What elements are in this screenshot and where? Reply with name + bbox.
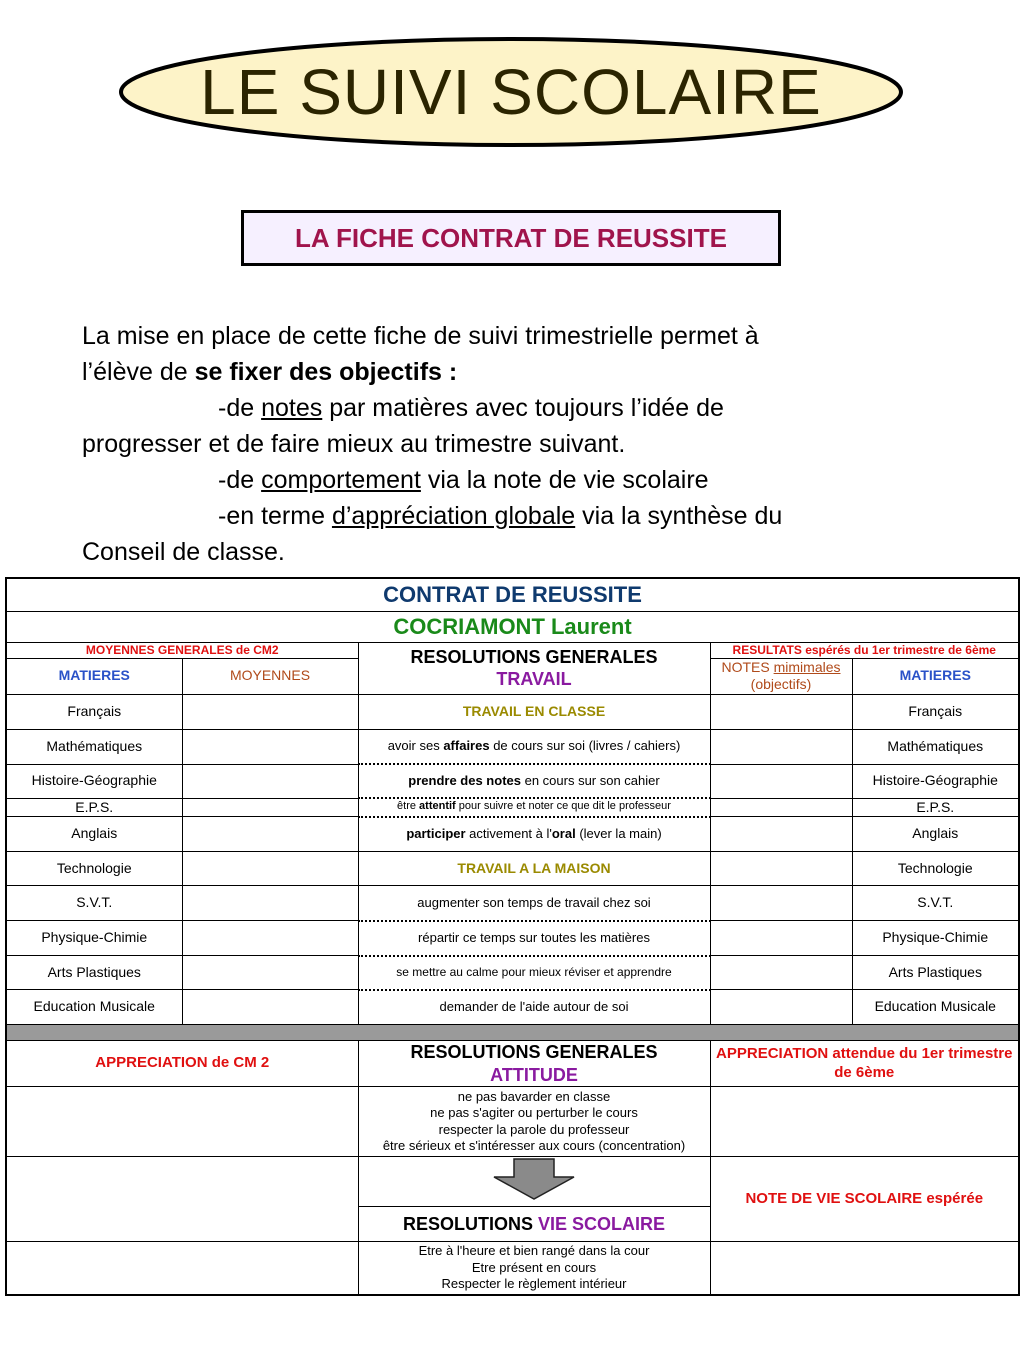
empty-left-cell [6,1157,358,1242]
subject-left: Histoire-Géographie [6,764,182,798]
resolutions-attitude-header [358,1041,710,1087]
subject-right: Technologie [852,852,1019,886]
intro-line2: l’élève de [82,358,188,386]
notes-objectifs: (objectifs) [750,676,812,692]
intro-objectives: se fixer des objectifs : [194,358,458,386]
resolution-bold: attentif [419,800,456,813]
resolution-text: être [397,800,420,813]
item3-rest: via la synthèse du [582,502,783,530]
subject-left: Arts Plastiques [6,956,182,990]
resolution-text: avoir ses [387,738,444,754]
subject-right: Français [852,694,1019,729]
resolution-text: pour suivre et noter ce que dit le professeur [455,800,671,813]
page-title: LE SUIVI SCOLAIRE [200,56,822,128]
res-generales-label: RESOLUTIONS GENERALES [410,1042,658,1062]
contract-title: CONTRAT DE REUSSITE [6,578,1019,611]
item3-continuation: Conseil de classe. [82,538,285,566]
note-cell[interactable] [710,956,852,990]
section-travail-maison: TRAVAIL A LA MAISON [358,852,710,886]
resolutions-travail-header [358,642,710,694]
subject-left: Education Musicale [6,990,182,1025]
attitude-line: être sérieux et s'intéresser aux cours (concentration) [382,1137,686,1153]
subject-right: Education Musicale [852,990,1019,1025]
appreciation-cm2-label: APPRECIATION de CM 2 [6,1041,358,1087]
note-vie-scolaire-label: NOTE DE VIE SCOLAIRE espérée [710,1157,1019,1242]
resolution-text: en cours sur son cahier [520,772,660,788]
subject-left: E.P.S. [6,798,182,817]
moyenne-cell[interactable] [182,729,358,764]
vie-scolaire-line: Respecter le règlement intérieur [441,1275,627,1291]
moyenne-cell[interactable] [182,798,358,817]
subject-left: Technologie [6,852,182,886]
item1-rest: par matières avec toujours l’idée de [329,394,724,422]
subtitle-box: LA FICHE CONTRAT DE REUSSITE [241,210,781,266]
subject-right: Anglais [852,817,1019,852]
resolution-cell [358,764,710,798]
resolution-text: activement à l' [465,826,552,842]
travail-label: TRAVAIL [496,669,572,689]
resolution-cell: répartir ce temps sur toutes les matières [358,921,710,956]
separator-band [6,1025,1019,1041]
moyenne-cell[interactable] [182,852,358,886]
subject-right: S.V.T. [852,886,1019,921]
note-cell[interactable] [710,921,852,956]
subject-right: Arts Plastiques [852,956,1019,990]
item1-continuation: progresser et de faire mieux au trimestre suivant. [82,430,626,458]
intro-line1: La mise en place de cette fiche de suivi trimestrielle permet à [82,322,759,350]
resolution-cell [358,798,710,817]
note-cell[interactable] [710,990,852,1025]
attitude-line: respecter la parole du professeur [438,1121,630,1137]
note-cell[interactable] [710,694,852,729]
col-matieres-right: MATIERES [852,658,1019,694]
moyenne-cell[interactable] [182,921,358,956]
down-arrow-cell [358,1157,710,1207]
vie-scolaire-label: VIE SCOLAIRE [537,1213,666,1234]
resolution-bold: participer [406,826,466,842]
resolution-text: (lever la main) [575,826,662,842]
resolution-cell [358,817,710,852]
resolution-cell: augmenter son temps de travail chez soi [358,886,710,921]
vie-scolaire-line: Etre à l'heure et bien rangé dans la cour [418,1243,650,1259]
resolution-cell: demander de l'aide autour de soi [358,990,710,1025]
moyenne-cell[interactable] [182,817,358,852]
moyenne-cell[interactable] [182,990,358,1025]
subject-left: Physique-Chimie [6,921,182,956]
col-matieres-left: MATIERES [6,658,182,694]
vie-scolaire-note-cell[interactable] [710,1242,1019,1295]
item3-prefix: -en terme [218,502,325,530]
note-cell[interactable] [710,852,852,886]
res-generales-label: RESOLUTIONS GENERALES [410,646,658,667]
moyenne-cell[interactable] [182,764,358,798]
col-notes [710,658,852,694]
notes-minimales: mimimales [773,659,841,675]
contract-table [5,577,1020,1296]
subject-right: E.P.S. [852,798,1019,817]
down-arrow-icon [489,1157,579,1201]
note-cell[interactable] [710,886,852,921]
subject-right: Physique-Chimie [852,921,1019,956]
intro-text [82,318,922,570]
vie-scolaire-line: Etre présent en cours [471,1259,597,1275]
attitude-list [358,1087,710,1157]
resolutions-label: RESOLUTIONS [402,1213,538,1234]
resolution-cell: se mettre au calme pour mieux réviser et apprendre [358,956,710,990]
appreciation-6eme-label: APPRECIATION attendue du 1er trimestre de 6ème [710,1041,1019,1087]
resolution-bold: oral [551,826,576,842]
attitude-line: ne pas s'agiter ou perturber le cours [430,1105,638,1121]
item2-prefix: -de [218,466,255,494]
resolutions-vie-scolaire-header [358,1207,710,1242]
moyenne-cell[interactable] [182,694,358,729]
note-cell[interactable] [710,798,852,817]
subject-right: Mathématiques [852,729,1019,764]
resolution-bold: affaires [443,738,490,754]
subject-left: Anglais [6,817,182,852]
attitude-line: ne pas bavarder en classe [457,1089,611,1104]
item2-rest: via la note de vie scolaire [427,466,709,494]
note-cell[interactable] [710,764,852,798]
appreciation-6eme-cell[interactable] [710,1087,1019,1157]
resolution-text: de cours sur soi (livres / cahiers) [489,738,681,754]
appreciation-cm2-cell[interactable] [6,1087,358,1157]
right-header: RESULTATS espérés du 1er trimestre de 6ème [710,642,1019,658]
vie-scolaire-list [358,1242,710,1295]
item1-prefix: -de [218,394,255,422]
moyenne-cell[interactable] [182,886,358,921]
item2-underline: comportement [261,466,421,494]
note-cell[interactable] [710,729,852,764]
subject-left: S.V.T. [6,886,182,921]
left-header: MOYENNES GENERALES de CM2 [6,642,358,658]
attitude-label: ATTITUDE [490,1064,578,1085]
col-moyennes: MOYENNES [182,658,358,694]
note-cell[interactable] [710,817,852,852]
item3-underline: d’appréciation globale [331,502,576,530]
student-name: COCRIAMONT Laurent [6,611,1019,642]
subject-left: Français [6,694,182,729]
resolution-cell [358,729,710,764]
moyenne-cell[interactable] [182,956,358,990]
vie-scolaire-left-cell [6,1242,358,1295]
resolution-bold: prendre des notes [408,772,521,788]
notes-label: NOTES [721,659,770,675]
subject-left: Mathématiques [6,729,182,764]
subject-right: Histoire-Géographie [852,764,1019,798]
item1-underline: notes [261,394,323,422]
section-travail-classe: TRAVAIL EN CLASSE [358,694,710,729]
title-banner [118,36,904,148]
